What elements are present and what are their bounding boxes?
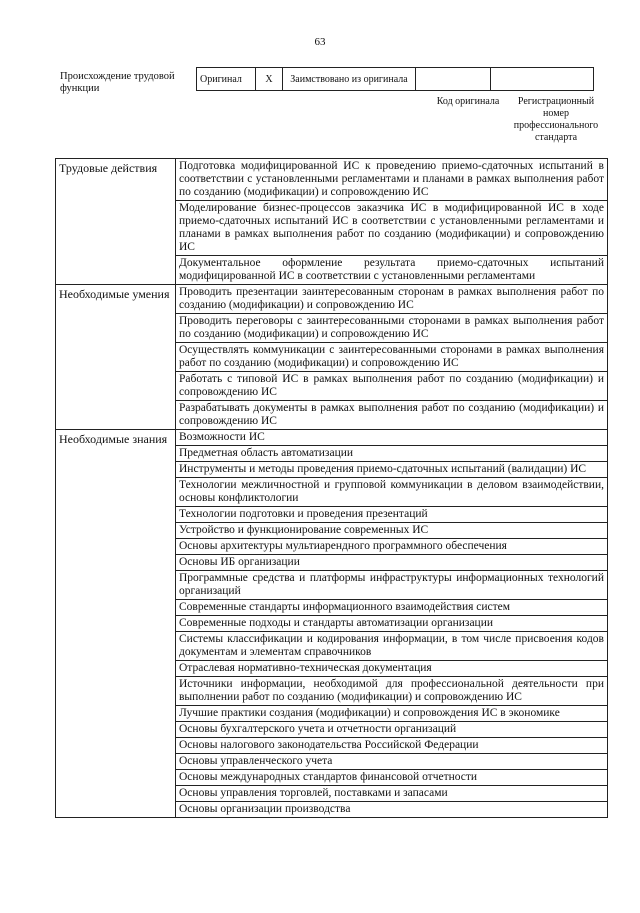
section-item: Работать с типовой ИС в рамках выполнения работ по созданию (модификации) и сопровождению ИС (176, 372, 608, 401)
section-item: Современные подходы и стандарты автоматизации организации (176, 616, 608, 632)
reg-number-cell (491, 68, 594, 91)
section-item: Программные средства и платформы инфраструктуры информационных технологий организаций (176, 571, 608, 600)
table-row (56, 285, 608, 314)
section-item: Инструменты и методы проведения приемо-сдаточных испытаний (валидации) ИС (176, 462, 608, 478)
section-item: Источники информации, необходимой для профессиональной деятельности при выполнении работ по созданию (модификации) и сопровождению ИС (176, 677, 608, 706)
section-item: Технологии подготовки и проведения презентаций (176, 507, 608, 523)
table-row (56, 430, 608, 446)
function-table (55, 158, 608, 818)
original-mark: X (256, 68, 283, 91)
section-item: Основы налогового законодательства Российской Федерации (176, 738, 608, 754)
section-item: Лучшие практики создания (модификации) и сопровождения ИС в экономике (176, 706, 608, 722)
section-item: Проводить презентации заинтересованным сторонам в рамках выполнения работ по созданию (модификации) и сопровождению ИС (176, 285, 608, 314)
section-item: Основы управления торговлей, поставками и запасами (176, 786, 608, 802)
section-item: Моделирование бизнес-процессов заказчика ИС в модифицированной ИС в ходе приемо-сдаточных испытаний ИС в соответствии с установленными регламентами и планами в рамках выполнения работ по созданию (модификации) и сопровождению ИС (176, 201, 608, 256)
original-cell: Оригинал (197, 68, 256, 91)
section-item: Основы бухгалтерского учета и отчетности организаций (176, 722, 608, 738)
page-number: 63 (314, 36, 326, 48)
section-item: Возможности ИС (176, 430, 608, 446)
section-item: Отраслевая нормативно-техническая документация (176, 661, 608, 677)
section-item: Основы управленческого учета (176, 754, 608, 770)
code-caption: Код оригинала (436, 96, 500, 107)
section-item: Документальное оформление результата приемо-сдаточных испытаний модифицированной ИС в соответствии с установленными регламентами (176, 256, 608, 285)
section-title: Необходимые знания (56, 430, 176, 818)
section-item: Предметная область автоматизации (176, 446, 608, 462)
section-item: Современные стандарты информационного взаимодействия систем (176, 600, 608, 616)
table-row (56, 159, 608, 201)
origin-label: Происхождение трудовой функции (60, 71, 175, 94)
section-item: Осуществлять коммуникации с заинтересованными сторонами в рамках выполнения работ по созданию (модификации) и сопровождению ИС (176, 343, 608, 372)
section-item: Технологии межличностной и групповой коммуникации в деловом взаимодействии, основы конфликтологии (176, 478, 608, 507)
reg-caption: Регистрационный номер профессионального стандарта (513, 96, 599, 143)
section-item: Основы организации производства (176, 802, 608, 818)
section-item: Системы классификации и кодирования информации, в том числе присвоения кодов документам и элементам справочников (176, 632, 608, 661)
section-item: Основы ИБ организации (176, 555, 608, 571)
origin-table (196, 67, 594, 91)
section-item: Основы международных стандартов финансовой отчетности (176, 770, 608, 786)
section-item: Разрабатывать документы в рамках выполнения работ по созданию (модификации) и сопровождению ИС (176, 401, 608, 430)
section-title: Трудовые действия (56, 159, 176, 285)
section-item: Подготовка модифицированной ИС к проведению приемо-сдаточных испытаний в соответствии с установленными регламентами и планами в рамках выполнения работ по созданию (модификации) и сопровождению ИС (176, 159, 608, 201)
borrowed-cell: Заимствовано из оригинала (283, 68, 416, 91)
section-item: Проводить переговоры с заинтересованными сторонами в рамках выполнения работ по созданию (модификации) и сопровождению ИС (176, 314, 608, 343)
section-title: Необходимые умения (56, 285, 176, 430)
section-item: Основы архитектуры мультиарендного программного обеспечения (176, 539, 608, 555)
code-cell (416, 68, 491, 91)
section-item: Устройство и функционирование современных ИС (176, 523, 608, 539)
